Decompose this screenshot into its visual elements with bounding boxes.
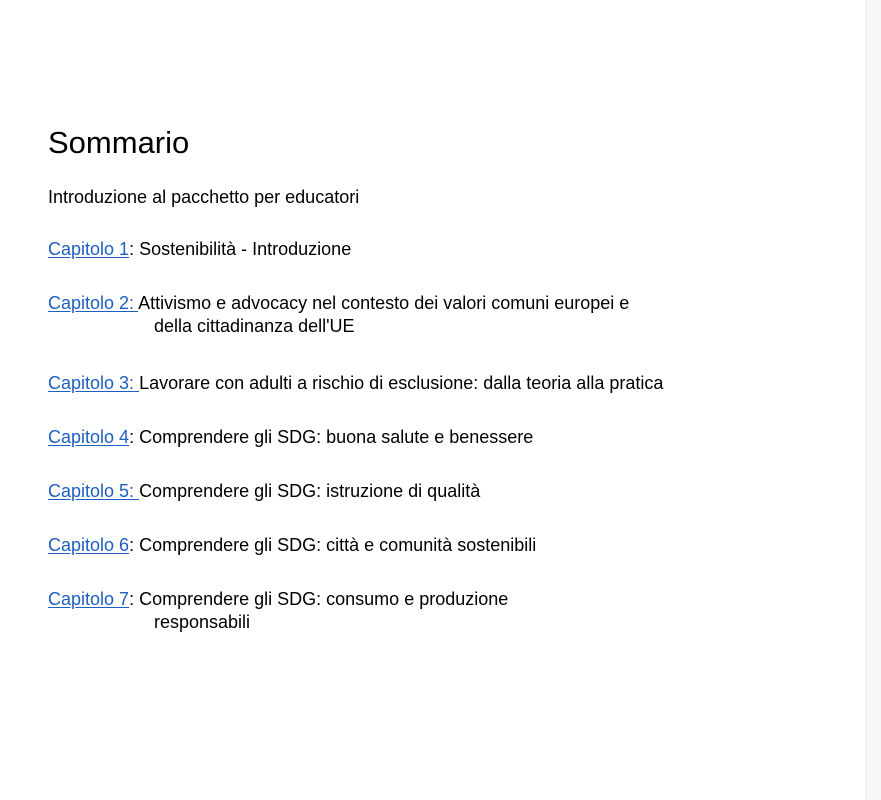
toc-item-chapter-6 (48, 534, 536, 557)
chapter-4-title: Comprendere gli SDG: buona salute e benessere (134, 427, 534, 447)
toc-item-chapter-3 (48, 372, 663, 395)
chapter-2-link[interactable]: Capitolo 2: (48, 293, 139, 313)
page-title: Sommario (48, 125, 190, 160)
chapter-5-link[interactable]: Capitolo 5: (48, 481, 140, 501)
chapter-4-link[interactable]: Capitolo 4 (48, 427, 130, 447)
vertical-scrollbar[interactable] (865, 0, 881, 800)
chapter-1-title: Sostenibilità - Introduzione (134, 239, 352, 259)
chapter-3-link[interactable]: Capitolo 3: (48, 373, 140, 393)
chapter-7-title-continued: responsabili (154, 612, 251, 632)
chapter-1-link[interactable]: Capitolo 1 (48, 239, 130, 259)
toc-item-chapter-2 (48, 292, 629, 338)
chapter-7-link[interactable]: Capitolo 7 (48, 589, 130, 609)
chapter-7-separator: : (129, 589, 135, 609)
chapter-6-link[interactable]: Capitolo 6 (48, 535, 130, 555)
intro-text: Introduzione al pacchetto per educatori (48, 187, 360, 207)
toc-item-chapter-1 (48, 238, 351, 261)
chapter-4-separator: : (129, 427, 135, 447)
chapter-1-separator: : (129, 239, 135, 259)
chapter-6-separator: : (129, 535, 135, 555)
chapter-7-title: Comprendere gli SDG: consumo e produzione (134, 589, 509, 609)
chapter-5-title: Comprendere gli SDG: istruzione di qualità (139, 481, 481, 501)
toc-item-chapter-4 (48, 426, 533, 449)
chapter-2-title: Attivismo e advocacy nel contesto dei valori comuni europei e (138, 293, 630, 313)
toc-item-chapter-7 (48, 588, 508, 634)
toc-item-chapter-5 (48, 480, 480, 503)
chapter-6-title: Comprendere gli SDG: città e comunità sostenibili (134, 535, 537, 555)
chapter-3-title: Lavorare con adulti a rischio di esclusione: dalla teoria alla pratica (139, 373, 664, 393)
chapter-2-title-continued: della cittadinanza dell'UE (154, 316, 355, 336)
